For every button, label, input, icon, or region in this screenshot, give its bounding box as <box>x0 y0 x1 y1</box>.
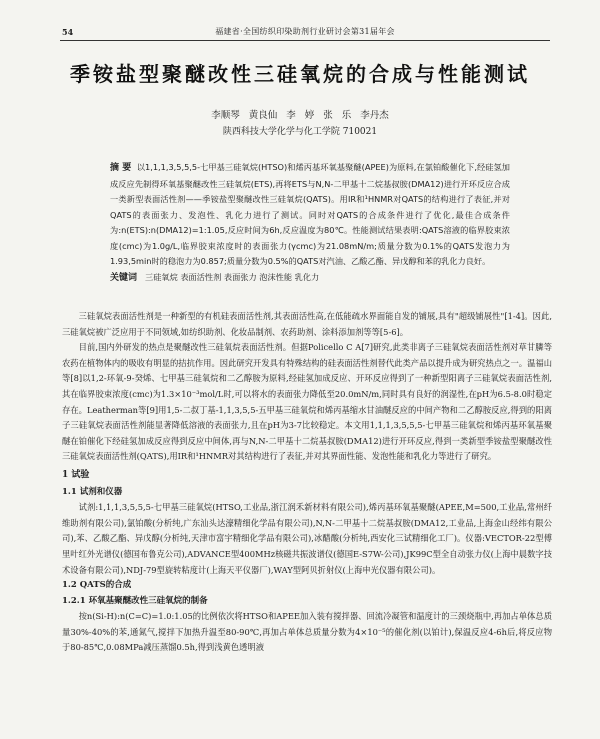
keywords-label: 关键词 <box>110 272 138 283</box>
section-heading-1: 1 试验 <box>62 469 90 480</box>
abstract-block <box>110 160 510 286</box>
subsection-heading-1-1: 1.1 试剂和仪器 <box>62 486 123 497</box>
synthesis-paragraph: 按n(Si-H):n(C=C)=1.0:1.05的比例依次将HTSO和APEE加入装有搅拌器、回流冷凝管和温度计的三颈烧瓶中,再加占单体总质量30%-40%的苯,通氮气,搅拌下加热升温至80-90℃,再加占单体总质量分数为4×10⁻⁵的催化剂(以铂计),保温反应4-6h后,将反应物于80-85℃,0.08MPa减压蒸馏0.5h,得到浅黄色透明液 <box>62 611 552 653</box>
intro-paragraph-2: 目前,国内外研发的热点是聚醚改性三硅氧烷表面活性剂。但据Policello C A[7]研究,此类非离子三硅氧烷表面活性剂对草甘膦等农药在植物体内的吸收有明显的拮抗作用。因此研究开发具有特殊结构的硅表面活性剂替代此类产品以提升成为研究热点之一。温福山等[8]以1,2-环氧-9-癸烯、七甲基三硅氧烷和二乙醇胺为原料,经硅氢加成反应、开环反应得到了一种新型阳离子三硅氧烷表面活性剂,其在临界胶束浓度(cmc)为1.3×10⁻³mol/L时,可以将水的表面张力降低至20.0mN/m,同时具有良好的润湿性,在pH为6.5-8.0时稳定存在。Leatherman等[9]用1,5-二叔丁基-1,1,3,5,5-五甲基三硅氧烷和烯丙基缩水甘油醚反应的中间产物和二乙醇胺反应,得到的阳离子三硅氧烷表面活性剂能显著降低溶液的表面张力,且在pH为3-7比较稳定。本文用1,1,1,3,5,5,5-七甲基三硅氧烷和烯丙基环氧基聚醚在铂催化下经硅氢加成反应得到反应中间体,再与N,N-二甲基十二烷基叔胺(DMA12)进行开环反应,得到一类新型季铵盐型聚醚改性三硅氧烷表面活性剂(QATS),用IR和¹HNMR对其结构进行了表征,并对其界面性能、发泡性能和乳化力等进行了研究。 <box>62 342 552 462</box>
keywords-text: 三硅氧烷 表面活性剂 表面张力 泡沫性能 乳化力 <box>145 271 320 282</box>
keywords-line <box>110 270 510 287</box>
author-list: 李顺琴 黄良仙 李 婷 张 乐 李丹杰 <box>211 110 389 121</box>
body-text <box>62 309 552 656</box>
reagents-paragraph: 试剂:1,1,1,3,5,5,5-七甲基三硅氧烷(HTSO,工业品,浙江润禾新材料有限公司),烯丙基环氧基聚醚(APEE,M=500,工业品,常州纤维助剂有限公司),氯铂酸(分析纯,广东汕头达濠精细化学品有限公司),N,N-二甲基十二烷基叔胺(DMA12,工业品,上海金山经纬有限公司),苯、乙酸乙酯、异戊醇(分析纯,天津市富宇精细化学品有限公司),冰醋酸(分析纯,西安化三试精细化工厂)。仪器:VECTOR-22型傅里叶红外光谱仪(德国布鲁克公司),ADVANCE型400MHz核磁共振波谱仪(德国E-S7W-公司),JK99C型全自动张力仪(上海中晨数字技术设备有限公司),NDJ-79型旋转粘度计(上海天平仪器厂),WAY型阿贝折射仪(上海申光仪器有限公司)。 <box>62 502 552 575</box>
abstract-paragraph <box>110 160 510 270</box>
abstract-label: 摘 要 <box>110 163 132 173</box>
subsection-heading-1-2: 1.2 QATS的合成 <box>62 580 132 591</box>
intro-paragraph-1: 三硅氧烷表面活性剂是一种新型的有机硅表面活性剂,其表面活性高,在低能疏水界面能自发的铺展,具有"超级铺展性"[1-4]。因此,三硅氧烷被广泛应用于不同领域,如纺织助剂、化妆品制剂、农药助剂、涂料添加剂等等[5-6]。 <box>62 311 552 337</box>
page-number: 54 <box>62 27 74 37</box>
paper-title: 季铵盐型聚醚改性三硅氧烷的合成与性能测试 <box>70 62 530 86</box>
journal-name: 福建省·全国纺织印染助剂行业研讨会第31届年会 <box>215 27 395 36</box>
subsection-heading-1-2-1: 1.2.1 环氧基聚醚改性三硅氧烷的制备 <box>62 595 208 606</box>
affiliation: 陕西科技大学化学与化工学院 710021 <box>222 127 378 137</box>
running-header <box>60 26 550 41</box>
abstract-text: 以1,1,1,3,5,5,5-七甲基三硅氧烷(HTSO)和烯丙基环氧基聚醚(APEE)为原料,在氯铂酸催化下,经硅氢加成反应先制得环氧基聚醚改性三硅氧烷(ETS),再将ETS与N,N-二甲基十二烷基叔胺(DMA12)进行开环反应合成一类新型表面活性剂——季铵盐型聚醚改性三硅氧烷(QATS)。用IR和¹HNMR对QATS的结构进行了表征,并对QATS的表面张力、发泡性、乳化力进行了测试。同时对QATS的合成条件进行了优化,最佳合成条件为:n(ETS):n(DMA12)=1:1.05,反应时间为6h,反应温度为80℃。性能测试结果表明:QATS溶液的临界胶束浓度(cmc)为1.0g/L,临界胶束浓度时的表面张力(γcmc)为21.08mN/m;质量分数为0.1%的QATS发泡力为1.93,5min时的稳泡力为0.857;质量分数为0.5%的QATS对汽油、乙酸乙酯、异戊醇和苯的乳化力良好。 <box>110 162 510 266</box>
